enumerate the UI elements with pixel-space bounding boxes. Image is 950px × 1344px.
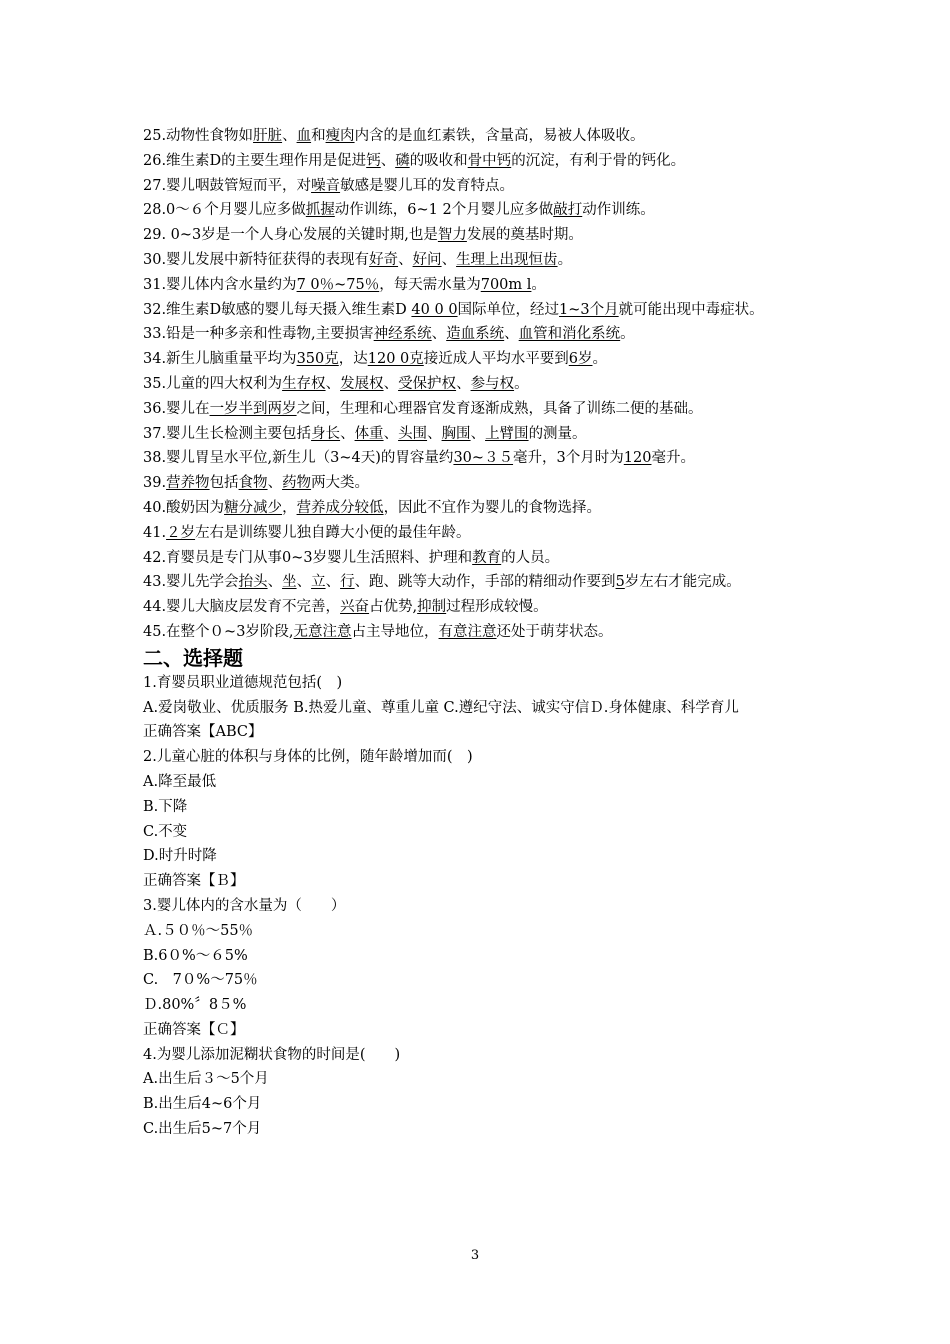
answer-blank: 瘦肉 bbox=[325, 128, 355, 144]
item-text: 、 bbox=[380, 152, 396, 169]
answer-blank: 120 bbox=[623, 450, 652, 467]
page-content bbox=[143, 124, 813, 1142]
answer-blank: 发展权 bbox=[340, 375, 384, 392]
item-text: 32.维生素D敏感的婴儿每天摄入维生素D bbox=[143, 301, 412, 318]
question-option: C.不变 bbox=[143, 823, 188, 840]
answer-blank: 噪音 bbox=[311, 177, 341, 194]
item-text: 。 bbox=[514, 375, 529, 392]
answer-blank: 1~3个月 bbox=[559, 301, 619, 318]
answer-blank: 700m l bbox=[480, 276, 532, 293]
item-text: 占优势, bbox=[369, 599, 418, 616]
fill-in-item bbox=[143, 496, 813, 521]
answer-blank: 头围 bbox=[398, 425, 428, 442]
question-option: C. 7０%～75％ bbox=[143, 972, 258, 989]
item-text: 、 bbox=[267, 574, 283, 591]
fill-in-item bbox=[143, 546, 813, 571]
item-text: 发展的奠基时期。 bbox=[466, 227, 583, 244]
item-text: 38.婴儿胃呈水平位,新生儿（3~4天)的胃容量约 bbox=[143, 450, 454, 467]
fill-in-item bbox=[143, 570, 813, 595]
fill-in-item bbox=[143, 471, 813, 496]
page-number: 3 bbox=[470, 1248, 480, 1263]
item-text: 31.婴儿体内含水量约为 bbox=[143, 276, 297, 293]
answer-blank: 胸围 bbox=[441, 425, 471, 442]
item-text: 34.新生儿脑重量平均为 bbox=[143, 351, 297, 368]
item-text: 、 bbox=[470, 425, 486, 442]
fill-in-item bbox=[143, 372, 813, 397]
item-text: 、 bbox=[441, 251, 457, 268]
answer-blank: 抬头 bbox=[238, 574, 268, 591]
fill-in-item bbox=[143, 347, 813, 372]
item-text: 包括 bbox=[209, 475, 239, 492]
fill-in-item bbox=[143, 397, 813, 422]
answer-blank: 5 bbox=[615, 574, 625, 591]
answer-blank: 磷 bbox=[395, 152, 410, 169]
item-text: ，因此不宜作为婴儿的食物选择。 bbox=[383, 499, 602, 516]
item-text: 左右是训练婴儿独自蹲大小便的最佳年龄。 bbox=[195, 524, 471, 541]
fill-in-item bbox=[143, 595, 813, 620]
item-text: 的人员。 bbox=[501, 549, 560, 566]
answer-blank: 120 0克 bbox=[367, 351, 424, 368]
item-text: 35.儿童的四大权利为 bbox=[143, 375, 283, 392]
question-option: A.降至最低 bbox=[143, 773, 217, 790]
answer-blank: 参与权 bbox=[470, 375, 515, 392]
question-option: Ａ.５０％～55％ bbox=[143, 922, 254, 939]
answer-blank: 坐 bbox=[282, 574, 297, 591]
item-text: 42.育婴员是专门从事0~3岁婴儿生活照料、护理和 bbox=[143, 549, 473, 566]
question-option: C.出生后5~7个月 bbox=[143, 1121, 262, 1138]
fill-in-item bbox=[143, 248, 813, 273]
answer-blank: 立 bbox=[311, 574, 326, 591]
item-text: 、 bbox=[427, 425, 442, 442]
item-text: 41. bbox=[143, 524, 167, 541]
item-text: ，达 bbox=[338, 351, 368, 368]
item-text: 27.婴儿咽鼓管短而平，对 bbox=[143, 177, 312, 194]
item-text: 毫升。 bbox=[651, 450, 695, 467]
answer-blank: 好奇 bbox=[369, 251, 399, 268]
answer-blank: 营养物 bbox=[166, 475, 210, 492]
item-text: 25.动物性食物如 bbox=[143, 128, 254, 144]
item-text: 的吸收和 bbox=[409, 152, 468, 169]
item-text: 33.铅是一种多亲和性毒物,主要损害 bbox=[143, 326, 374, 343]
answer-blank: 生理上出现恒齿 bbox=[456, 251, 558, 268]
answer-blank: 造血系统 bbox=[446, 326, 505, 343]
answer-blank: 受保护权 bbox=[398, 375, 457, 392]
answer-blank: 7 0％~75％ bbox=[296, 276, 380, 293]
answer-blank: 神经系统 bbox=[373, 326, 432, 343]
item-text: 、 bbox=[340, 425, 355, 442]
item-text: ，每天需水量为 bbox=[379, 276, 481, 293]
item-text: 。 bbox=[592, 351, 607, 368]
item-text: 、 bbox=[296, 574, 312, 591]
item-text: 过程形成较慢。 bbox=[446, 599, 548, 616]
item-text: 动作训练，6~1 2个月婴儿应多做 bbox=[334, 202, 554, 219]
fill-in-item bbox=[143, 620, 813, 645]
item-text: 43.婴儿先学会 bbox=[143, 574, 239, 591]
answer-blank: 钙 bbox=[366, 152, 381, 169]
item-text: 。 bbox=[620, 326, 635, 343]
answer-blank: ２岁 bbox=[166, 524, 196, 541]
item-text: 28.0～６个月婴儿应多做 bbox=[143, 202, 306, 219]
fill-in-item bbox=[143, 422, 813, 447]
answer-blank: 兴奋 bbox=[340, 599, 370, 616]
question-stem: 3.婴儿体内的含水量为（ ） bbox=[143, 897, 346, 914]
answer-blank: 血管和消化系统 bbox=[518, 326, 621, 343]
item-text: 、 bbox=[325, 574, 341, 591]
item-text: 就可能出现中毒症状。 bbox=[618, 301, 764, 318]
answer-blank: 一岁半到两岁 bbox=[209, 400, 297, 417]
answer-blank: 药物 bbox=[282, 475, 312, 492]
question-option: B.下降 bbox=[143, 798, 188, 815]
item-text: 、 bbox=[282, 128, 297, 144]
question-option: Ｄ.80%〞8５% bbox=[143, 997, 247, 1014]
fill-in-item bbox=[143, 446, 813, 471]
item-text: 、 bbox=[383, 375, 399, 392]
fill-in-answers bbox=[143, 124, 813, 645]
item-text: 国际单位，经过 bbox=[457, 301, 560, 318]
item-text: 39. bbox=[143, 475, 167, 492]
answer-blank: 智力 bbox=[437, 227, 467, 244]
fill-in-item bbox=[143, 521, 813, 546]
item-text: 44.婴儿大脑皮层发育不完善， bbox=[143, 599, 341, 616]
item-text: 26.维生素D的主要生理作用是促进 bbox=[143, 152, 367, 169]
answer-blank: 好问 bbox=[412, 251, 442, 268]
answer-blank: 抑制 bbox=[417, 599, 447, 616]
answer-blank: 教育 bbox=[472, 549, 502, 566]
answer-blank: 血 bbox=[296, 128, 312, 144]
answer-blank: 骨中钙 bbox=[467, 152, 512, 169]
answer-blank: 生存权 bbox=[282, 375, 326, 392]
question-stem: 1.育婴员职业道德规范包括( ) bbox=[143, 674, 343, 691]
item-text: 还处于萌芽状态。 bbox=[496, 623, 613, 640]
answer-blank: 身长 bbox=[311, 425, 341, 442]
answer-blank: 有意注意 bbox=[438, 623, 497, 640]
item-text: 敏感是婴儿耳的发育特点。 bbox=[340, 177, 515, 194]
item-text: 、跑、跳等大动作，手部的精细动作要到 bbox=[354, 574, 616, 591]
item-text: 内含的是血红素铁，含量高，易被人体吸收。 bbox=[354, 128, 645, 144]
item-text: 之间，生理和心理器官发育逐渐成熟，具备了训练二便的基础。 bbox=[296, 400, 703, 417]
answer-blank: 30~３５ bbox=[453, 450, 514, 467]
item-text: 两大类。 bbox=[311, 475, 370, 492]
answer-blank: 抓握 bbox=[305, 202, 335, 219]
item-text: 的测量。 bbox=[528, 425, 587, 442]
fill-in-item bbox=[143, 198, 813, 223]
correct-answer: 正确答案【Ｃ】 bbox=[143, 1021, 245, 1038]
question-stem: 2.儿童心脏的体积与身体的比例，随年龄增加而( ) bbox=[143, 749, 473, 766]
multiple-choice-questions bbox=[143, 671, 813, 1142]
answer-blank: 6岁 bbox=[568, 351, 593, 368]
question-option: A.爱岗敬业、优质服务 B.热爱儿童、尊重儿童 C.遵纪守法、诚实守信Ｄ.身体健康、科学育儿 bbox=[143, 699, 739, 716]
item-text: 40.酸奶因为 bbox=[143, 499, 225, 516]
correct-answer: 正确答案【Ｂ】 bbox=[143, 873, 245, 890]
item-text: 、 bbox=[267, 475, 283, 492]
answer-blank: 营养成分较低 bbox=[296, 499, 384, 516]
item-text: 36.婴儿在 bbox=[143, 400, 210, 417]
item-text: 。 bbox=[557, 251, 573, 268]
fill-in-item bbox=[143, 149, 813, 174]
correct-answer: 正确答案【ABC】 bbox=[143, 724, 263, 741]
item-text: 、 bbox=[325, 375, 341, 392]
item-text: 、 bbox=[456, 375, 471, 392]
fill-in-item bbox=[143, 124, 813, 149]
answer-blank: 食物 bbox=[238, 475, 268, 492]
item-text: 、 bbox=[431, 326, 447, 343]
answer-blank: 350克 bbox=[296, 351, 339, 368]
answer-blank: 糖分减少 bbox=[224, 499, 283, 516]
answer-blank: 体重 bbox=[354, 425, 384, 442]
answer-blank: 敲打 bbox=[553, 202, 583, 219]
answer-blank: 上臂围 bbox=[485, 425, 529, 442]
item-text: 、 bbox=[504, 326, 519, 343]
question-option: B.出生后4~6个月 bbox=[143, 1096, 262, 1113]
question-option: B.6０%～６5% bbox=[143, 947, 248, 964]
item-text: 岁左右才能完成。 bbox=[624, 574, 741, 591]
answer-blank: 行 bbox=[340, 574, 355, 591]
answer-blank: 肝脏 bbox=[253, 128, 283, 144]
item-text: 的沉淀，有利于骨的钙化。 bbox=[511, 152, 686, 169]
item-text: 毫升，3个月时为 bbox=[513, 450, 624, 467]
item-text: 占主导地位， bbox=[351, 623, 439, 640]
item-text: 。 bbox=[531, 276, 546, 293]
item-text: 45.在整个０~3岁阶段, bbox=[143, 623, 294, 640]
section-heading: 二、选择题 bbox=[143, 645, 243, 670]
fill-in-item bbox=[143, 223, 813, 248]
item-text: 和 bbox=[311, 128, 326, 144]
fill-in-item bbox=[143, 174, 813, 199]
question-option: A.出生后３～5个月 bbox=[143, 1071, 269, 1088]
item-text: 30.婴儿发展中新特征获得的表现有 bbox=[143, 251, 370, 268]
item-text: 、 bbox=[383, 425, 399, 442]
item-text: 、 bbox=[398, 251, 413, 268]
answer-blank: 40 0 0 bbox=[411, 301, 458, 318]
fill-in-item bbox=[143, 273, 813, 298]
item-text: ， bbox=[282, 499, 297, 516]
item-text: 37.婴儿生长检测主要包括 bbox=[143, 425, 312, 442]
question-option: D.时升时降 bbox=[143, 848, 217, 865]
item-text: 29. 0~3岁是一个人身心发展的关键时期,也是 bbox=[143, 227, 438, 244]
item-text: 接近成人平均水平要到 bbox=[423, 351, 569, 368]
item-text: 动作训练。 bbox=[582, 202, 655, 219]
fill-in-item bbox=[143, 298, 813, 323]
question-stem: 4.为婴儿添加泥糊状食物的时间是( ) bbox=[143, 1046, 401, 1063]
fill-in-item bbox=[143, 322, 813, 347]
answer-blank: 无意注意 bbox=[293, 623, 352, 640]
